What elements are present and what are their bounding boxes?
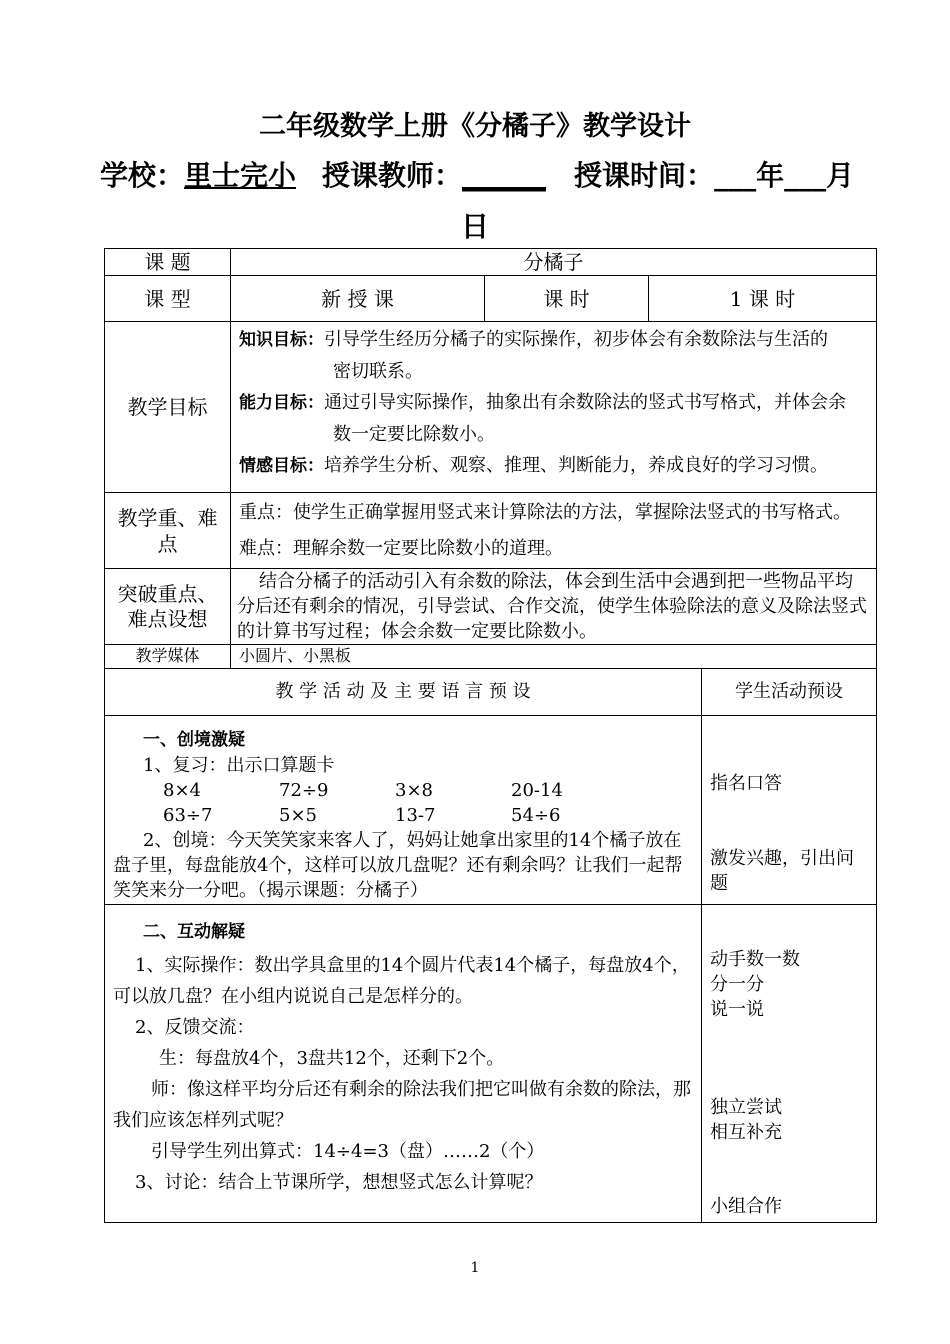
- teacher-label: 授课教师：: [322, 159, 463, 192]
- calc-row-1: [113, 778, 693, 803]
- calc-item: 63÷7: [163, 805, 213, 826]
- calc-item: 3×8: [395, 780, 433, 801]
- student-activity: 说一说: [710, 999, 764, 1020]
- section1-create: 2、创境：今天笑笑家来客人了，妈妈让她拿出家里的14个橘子放在盘子里，每盘能放4个，这样可以放几盘呢？还有剩余吗？让我们一起帮笑笑来分一分吧。（揭示课题：分橘子）: [113, 830, 683, 901]
- student-activity: 分一分: [710, 974, 764, 995]
- section2-p3: 生：每盘放4个，3盘共12个，还剩下2个。: [159, 1048, 505, 1069]
- student-activity: 动手数一数: [710, 949, 800, 970]
- calc-item: 72÷9: [279, 780, 329, 801]
- student-activity: 指名口答: [710, 773, 782, 794]
- goal-heading: 能力目标：: [239, 393, 324, 413]
- calc-row-2: [113, 803, 693, 828]
- media-label: 教学媒体: [105, 645, 231, 669]
- section1-review: 1、复习：出示口算题卡: [143, 755, 335, 776]
- calc-item: 5×5: [279, 805, 317, 826]
- calc-item: 13-7: [395, 805, 436, 826]
- calc-item: 54÷6: [511, 805, 561, 826]
- goal-text: 培养学生分析、观察、推理、判断能力，养成良好的学习习惯。: [324, 455, 828, 476]
- time-year: ___年___月: [714, 159, 855, 192]
- goal-text-cont: 密切联系。: [333, 361, 423, 382]
- page-number: 1: [470, 1260, 480, 1276]
- breakthrough-text: 结合分橘子的活动引入有余数的除法，体会到生活中会遇到把一些物品平均分后还有剩余的情况，引导尝试、合作交流，使学生体验除法的意义及除法竖式的计算书写过程；体会余数一定要比除数小。: [231, 569, 877, 645]
- section1-student: [702, 716, 877, 905]
- student-header: 学生活动预设: [702, 669, 877, 716]
- time-day: 日: [460, 210, 489, 243]
- section2-p5: 引导学生列出算式：14÷4=3（盘）……2（个）: [151, 1141, 545, 1162]
- goal-heading: 情感目标：: [239, 456, 324, 476]
- key-content: [231, 493, 877, 569]
- section2-p2: 2、反馈交流：: [135, 1017, 255, 1038]
- goal-ability: [239, 387, 868, 419]
- school-label: 学校：: [100, 159, 185, 192]
- goal-emotion: [239, 450, 868, 482]
- student-activity: 相互补充: [710, 1122, 782, 1143]
- goal-text-cont: 数一定要比除数小。: [333, 424, 495, 445]
- media-value: 小圆片、小黑板: [231, 645, 877, 669]
- student-activity: 小组合作: [710, 1196, 782, 1217]
- section2-content: [105, 905, 702, 1223]
- goal-heading: 知识目标：: [239, 330, 324, 350]
- lesson-table: [104, 248, 877, 1223]
- student-activity: 激发兴趣，引出问题: [710, 848, 854, 894]
- topic-value: 分橘子: [231, 249, 877, 276]
- section2-p1: 1、实际操作：数出学具盒里的14个圆片代表14个橘子，每盘放4个，可以放几盘？在小组内说说自己是怎样分的。: [113, 955, 690, 1007]
- topic-label: 课 题: [105, 249, 231, 276]
- header-line: [100, 154, 880, 194]
- goals-content: [231, 322, 877, 493]
- key-label: 教学重、难点: [105, 493, 231, 569]
- calc-item: 20-14: [511, 780, 563, 801]
- activity-header: 教 学 活 动 及 主 要 语 言 预 设: [105, 669, 702, 716]
- school-value: 里士完小: [184, 159, 297, 192]
- section1-heading: 一、创境激疑: [143, 730, 245, 750]
- section2-heading: 二、互动解疑: [143, 922, 245, 942]
- hours-value: 1 课 时: [649, 276, 877, 322]
- time-label: 授课时间：: [574, 159, 715, 192]
- hours-label: 课 时: [485, 276, 649, 322]
- teacher-blank: ______: [462, 159, 547, 192]
- difficult-point: 难点：理解余数一定要比除数小的道理。: [239, 538, 563, 559]
- key-point: 重点：使学生正确掌握用竖式来计算除法的方法，掌握除法竖式的书写格式。: [239, 502, 851, 523]
- section2-p6: 3、讨论：结合上节课所学，想想竖式怎么计算呢？: [135, 1172, 543, 1193]
- section1-content: [105, 716, 702, 905]
- calc-item: 8×4: [163, 780, 201, 801]
- goals-label: 教学目标: [105, 322, 231, 493]
- section2-p4: 师：像这样平均分后还有剩余的除法我们把它叫做有余数的除法，那我们应该怎样列式呢？: [113, 1079, 691, 1131]
- student-activity: 独立尝试: [710, 1097, 782, 1118]
- goal-knowledge: [239, 324, 868, 356]
- document-title: 二年级数学上册《分橘子》教学设计: [259, 111, 691, 142]
- breakthrough-label: 突破重点、难点设想: [105, 569, 231, 645]
- goal-text: 引导学生经历分橘子的实际操作，初步体会有余数除法与生活的: [324, 329, 828, 350]
- goal-text: 通过引导实际操作，抽象出有余数除法的竖式书写格式，并体会余: [324, 392, 846, 413]
- type-label: 课 型: [105, 276, 231, 322]
- section2-student: [702, 905, 877, 1223]
- type-value: 新 授 课: [231, 276, 485, 322]
